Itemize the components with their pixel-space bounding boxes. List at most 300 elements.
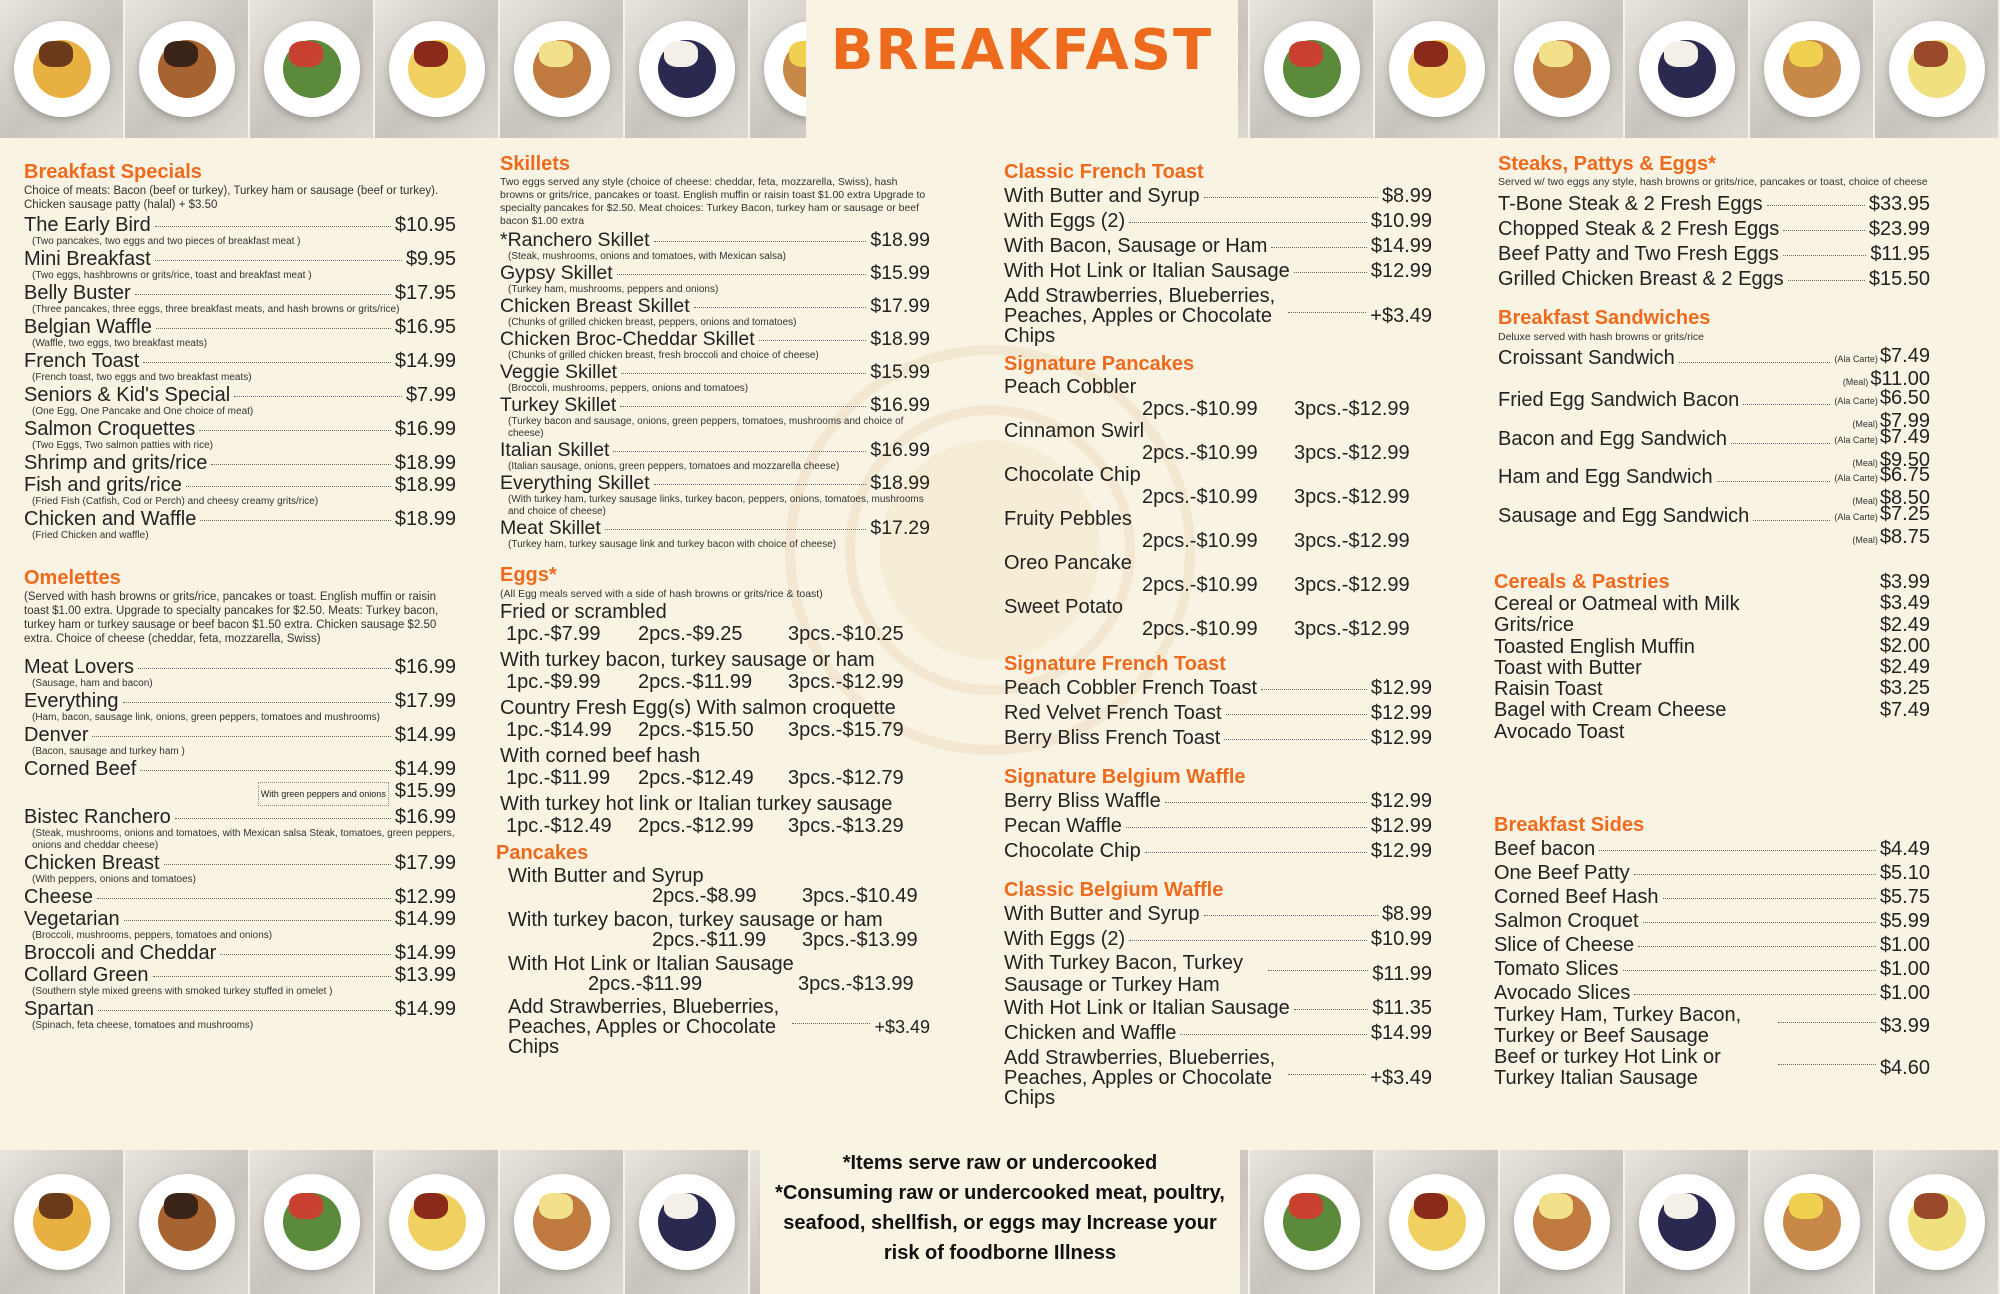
dot-leader — [1288, 1074, 1366, 1075]
ala-carte-price: $7.25 — [1879, 502, 1930, 525]
price-2pcs: 2pcs.-$11.99 — [638, 671, 753, 693]
section-title-omelettes: Omelettes — [24, 567, 121, 589]
pancake-item-name: With turkey bacon, turkey sausage or ham — [508, 909, 883, 931]
item-price: $4.49 — [1879, 838, 1930, 861]
item-name: Mini Breakfast — [24, 248, 151, 270]
item-description: (Three pancakes, three eggs, three breakfast meats, and hash browns or grits/rice) — [32, 304, 400, 315]
ala-carte-label: (Ala Carte) — [1834, 396, 1878, 406]
price-3pcs: 3pcs.-$12.99 — [1294, 574, 1410, 596]
price-1pc: 1pc.-$9.99 — [506, 671, 601, 693]
egg-item-name: With corned beef hash — [500, 745, 701, 767]
cereal-item-name: Toasted English Muffin — [1494, 635, 1695, 658]
item-price: $5.10 — [1879, 862, 1930, 885]
item-name: *Ranchero Skillet — [500, 229, 650, 251]
dot-leader — [155, 260, 402, 261]
menu-item — [24, 384, 456, 406]
item-price: $8.99 — [1381, 903, 1432, 925]
item-name: With Butter and Syrup — [1004, 185, 1200, 207]
sandwich-item — [1498, 345, 1930, 390]
dot-leader — [1634, 874, 1876, 875]
meal-price: $8.50 — [1879, 487, 1930, 509]
item-description: (One Egg, One Pancake and One choice of meat) — [32, 406, 254, 417]
menu-item — [1494, 885, 1930, 909]
menu-item — [24, 418, 456, 440]
dot-leader — [97, 898, 391, 899]
item-name: Vegetarian — [24, 908, 120, 930]
item-name: Shrimp and grits/rice — [24, 452, 208, 474]
dot-leader — [1204, 197, 1378, 198]
dot-leader — [1180, 1034, 1367, 1035]
food-side-shape — [39, 41, 73, 67]
item-description: (Fried Fish (Catfish, Cod or Perch) and cheesy creamy grits/rice) — [32, 496, 319, 507]
item-description: (Turkey ham, turkey sausage link and turkey bacon with choice of cheese) — [508, 539, 837, 550]
item-price: $15.99 — [870, 361, 930, 383]
meal-label: (Meal) — [1852, 534, 1878, 545]
dot-leader — [156, 328, 391, 329]
food-photo — [625, 1150, 750, 1294]
item-description: (Two Eggs, Two salmon patties with rice) — [32, 440, 213, 451]
menu-item — [24, 690, 456, 712]
section-title-breakfast-sandwiches: Breakfast Sandwiches — [1498, 307, 1711, 329]
food-photo — [500, 1150, 625, 1294]
menu-item — [24, 350, 456, 372]
menu-item — [1498, 267, 1930, 292]
section-title-classic-belgium-waffle: Classic Belgium Waffle — [1004, 879, 1224, 901]
dot-leader — [135, 294, 391, 295]
menu-item — [1004, 726, 1432, 751]
item-description: (Chunks of grilled chicken breast, fresh broccoli and choice of cheese) — [508, 350, 819, 361]
dot-leader — [143, 362, 391, 363]
meal-label: (Meal) — [1842, 377, 1869, 387]
item-price: $18.99 — [394, 474, 456, 496]
skillets-list — [500, 230, 930, 551]
signature-pancake-prices — [1142, 574, 1432, 596]
food-side-shape — [1664, 41, 1698, 67]
section-title-signature-french-toast: Signature French Toast — [1004, 653, 1226, 675]
dot-leader — [1599, 850, 1876, 851]
dot-leader — [654, 241, 867, 242]
item-description: (Waffle, two eggs, two breakfast meats) — [32, 338, 208, 349]
price-2pcs: 2pcs.-$10.99 — [1142, 398, 1258, 420]
item-price: $9.95 — [405, 248, 456, 270]
addon-name: Add Strawberries, Blueberries, Peaches, Apples or Chocolate Chips — [1004, 285, 1276, 347]
food-side-shape — [164, 41, 198, 67]
pancakes-list — [508, 865, 930, 1057]
ala-carte-label: (Ala Carte) — [1834, 354, 1878, 364]
dot-leader — [155, 226, 391, 227]
meal-price: $8.75 — [1879, 525, 1930, 548]
item-price: $18.99 — [394, 508, 456, 530]
sandwich-prices — [1834, 346, 1930, 392]
item-name: Meat Skillet — [500, 517, 601, 539]
item-price: $16.99 — [394, 806, 456, 828]
dot-leader — [621, 373, 866, 374]
food-photo — [1875, 0, 2000, 138]
price-2pcs: 2pcs.-$11.99 — [652, 929, 767, 951]
food-side-shape — [664, 1193, 698, 1219]
signature-pancake-name: Oreo Pancake — [1004, 552, 1132, 574]
menu-item — [1494, 861, 1930, 885]
dot-leader — [186, 486, 391, 487]
cereal-item-price: $2.00 — [1879, 634, 1930, 657]
addon-price: +$3.49 — [1370, 1067, 1432, 1089]
column-4 — [1494, 152, 1930, 1090]
menu-item — [1004, 184, 1432, 209]
dot-leader — [199, 430, 391, 431]
sandwich-item — [1498, 502, 1930, 548]
sandwich-name: Bacon and Egg Sandwich — [1498, 427, 1728, 450]
menu-item — [1494, 957, 1930, 981]
addon-item — [1004, 1048, 1432, 1108]
classic-belgium-waffle-list — [1004, 902, 1432, 1108]
item-description: (Turkey ham, mushrooms, peppers and onions) — [508, 284, 719, 295]
item-price: $17.29 — [870, 517, 930, 539]
item-price: $18.99 — [870, 229, 930, 251]
dot-leader — [1204, 915, 1378, 916]
food-photo — [0, 1150, 125, 1294]
cereal-item-name: Bagel with Cream Cheese — [1494, 699, 1727, 722]
food-side-shape — [664, 41, 698, 67]
food-side-shape — [1289, 1193, 1323, 1219]
item-description: (With turkey ham, turkey sausage links, turkey bacon, peppers, onions, tomatoes, mushrooms and choice of cheese) — [508, 494, 924, 517]
section-title-signature-pancakes: Signature Pancakes — [1004, 353, 1195, 375]
food-photo — [0, 0, 125, 138]
item-price: $12.99 — [1370, 260, 1432, 282]
ala-carte-price-row — [1834, 465, 1930, 488]
egg-item-prices — [506, 767, 930, 789]
sandwich-item — [1498, 425, 1930, 471]
menu-item — [500, 230, 930, 251]
food-photo — [1625, 0, 1750, 138]
dot-leader — [211, 464, 390, 465]
item-price-2: $15.99 — [394, 780, 456, 802]
item-name: Cheese — [24, 886, 93, 908]
item-price: $10.99 — [1370, 928, 1432, 950]
menu-item — [1494, 1047, 1930, 1089]
variant-note: With green peppers and onions — [258, 782, 389, 806]
pancake-item-name: With Butter and Syrup — [508, 865, 704, 887]
ala-carte-label: (Ala Carte) — [1834, 511, 1878, 522]
item-price: $1.00 — [1879, 934, 1930, 957]
item-price: $16.99 — [870, 394, 930, 416]
item-price: $11.95 — [1870, 243, 1930, 265]
item-description: (With peppers, onions and tomatoes) — [32, 874, 196, 885]
item-description: (Sausage, ham and bacon) — [32, 678, 153, 689]
item-name: Broccoli and Cheddar — [24, 942, 217, 964]
section-title-cereals: Cereals & Pastries — [1494, 571, 1670, 593]
sandwich-item — [1498, 464, 1930, 509]
food-side-shape — [1539, 41, 1573, 67]
menu-item — [500, 395, 930, 416]
item-price: $33.95 — [1868, 193, 1930, 215]
item-name: Everything Skillet — [500, 472, 650, 494]
egg-item-prices — [506, 719, 930, 741]
signature-pancake-name: Fruity Pebbles — [1004, 508, 1132, 530]
section-note-steaks: Served w/ two eggs any style, hash browns or grits/rice, pancakes or toast, choice of cheese — [1498, 176, 1928, 188]
food-photo — [1625, 1150, 1750, 1294]
menu-item — [500, 329, 930, 350]
price-3pcs: 3pcs.-$13.99 — [802, 929, 918, 951]
menu-title: BREAKFAST — [830, 18, 1214, 83]
egg-item-name: Fried or scrambled — [500, 601, 667, 623]
item-name: Corned Beef — [24, 758, 137, 780]
menu-item — [1004, 839, 1432, 864]
food-side-shape — [1664, 1193, 1698, 1219]
addon-price: +$3.49 — [1370, 305, 1432, 327]
item-description: (Steak, mushrooms, onions and tomatoes, with Mexican salsa Steak, tomatoes, green peppers, onions and cheddar cheese) — [32, 828, 455, 851]
dot-leader — [164, 864, 391, 865]
cereals-names — [1494, 594, 1880, 743]
dot-leader — [200, 520, 391, 521]
item-price: $18.99 — [870, 328, 930, 350]
egg-item-name: Country Fresh Egg(s) With salmon croquette — [500, 697, 896, 719]
dot-leader — [792, 1023, 870, 1024]
price-2pcs: 2pcs.-$11.99 — [588, 973, 703, 995]
food-side-shape — [414, 41, 448, 67]
menu-item — [1498, 192, 1930, 217]
item-price: $10.95 — [394, 214, 456, 236]
item-price: $16.99 — [394, 418, 456, 440]
item-price: $14.99 — [394, 758, 456, 780]
dot-leader — [620, 406, 866, 407]
signature-pancake-prices — [1142, 486, 1432, 508]
sandwich-name: Fried Egg Sandwich Bacon — [1498, 389, 1740, 411]
menu-item — [1004, 789, 1432, 814]
column-2 — [496, 152, 930, 1058]
addon-price: +$3.49 — [874, 1017, 930, 1037]
item-name: Chicken and Waffle — [1004, 1022, 1177, 1044]
meal-label: (Meal) — [1852, 496, 1878, 506]
price-3pcs: 3pcs.-$15.79 — [788, 719, 904, 741]
food-photo — [1375, 0, 1500, 138]
section-note-skillets: Two eggs served any style (choice of cheese: cheddar, feta, mozzarella, Swiss), hash browns or grits/rice, pancakes or toast. English muffin or raisin toast $1.00 extra Upgrade to specialty pancakes for $2.50. Meat choices: Turkey Bacon, turkey ham or sausage or beef bacon $1.00 extra — [500, 176, 926, 227]
section-title-pancakes: Pancakes — [496, 842, 589, 864]
menu-item — [24, 656, 456, 678]
item-price: $5.75 — [1879, 886, 1930, 909]
item-name: Berry Bliss Waffle — [1004, 790, 1161, 812]
dot-leader — [92, 736, 390, 737]
pancake-item-prices — [588, 973, 930, 995]
food-photo — [1375, 1150, 1500, 1294]
item-name: Italian Skillet — [500, 439, 610, 461]
item-name: Salmon Croquet — [1494, 910, 1639, 933]
food-photo — [250, 1150, 375, 1294]
pancake-item-name: With Hot Link or Italian Sausage — [508, 953, 794, 975]
disclaimer — [770, 1146, 1230, 1268]
sandwich-name: Croissant Sandwich — [1498, 347, 1675, 369]
item-name: With Hot Link or Italian Sausage — [1004, 260, 1290, 282]
menu-item — [1004, 234, 1432, 259]
menu-item — [1494, 981, 1930, 1005]
dot-leader — [1663, 898, 1876, 899]
price-1pc: 1pc.-$12.49 — [506, 815, 612, 837]
menu-item — [1004, 209, 1432, 234]
sandwich-prices — [1834, 504, 1930, 550]
omelettes-list — [24, 656, 456, 1032]
food-side-shape — [1414, 41, 1448, 67]
item-description: (Steak, mushrooms, onions and tomatoes, with Mexican salsa) — [508, 251, 786, 262]
price-2pcs: 2pcs.-$12.49 — [638, 767, 754, 789]
dot-leader — [140, 770, 391, 771]
item-price: $5.99 — [1879, 910, 1930, 933]
food-side-shape — [1789, 1193, 1823, 1219]
disclaimer-line-1: *Items serve raw or undercooked — [842, 1152, 1158, 1174]
signature-pancake-prices — [1142, 442, 1432, 464]
dot-leader — [1224, 739, 1366, 740]
food-photo — [1500, 0, 1625, 138]
dot-leader — [153, 976, 391, 977]
meal-price: $7.99 — [1879, 410, 1930, 432]
menu-item — [1004, 952, 1432, 996]
price-2pcs: 2pcs.-$12.99 — [638, 815, 754, 837]
dot-leader — [1679, 346, 1831, 363]
dot-leader — [138, 668, 391, 669]
item-price: $16.99 — [394, 656, 456, 678]
item-name: Bistec Ranchero — [24, 806, 171, 828]
menu-item — [24, 452, 456, 474]
item-price: $18.99 — [394, 452, 456, 474]
price-3pcs: 3pcs.-$12.99 — [788, 671, 904, 693]
menu-item — [24, 282, 456, 304]
item-price: $16.95 — [394, 316, 456, 338]
item-price: $12.99 — [1370, 727, 1432, 749]
item-description: (Ham, bacon, sausage link, onions, green peppers, tomatoes and mushrooms) — [32, 712, 380, 723]
price-3pcs: 3pcs.-$12.99 — [1294, 486, 1410, 508]
item-name: Berry Bliss French Toast — [1004, 727, 1221, 749]
item-name: Turkey Ham, Turkey Bacon, Turkey or Beef Sausage — [1494, 1004, 1742, 1048]
menu-item — [24, 998, 456, 1020]
ala-carte-price-row — [1834, 388, 1930, 411]
food-photo — [1750, 0, 1875, 138]
food-side-shape — [164, 1193, 198, 1219]
dot-leader — [1126, 827, 1367, 828]
menu-item — [24, 508, 456, 530]
dot-leader — [234, 396, 402, 397]
item-name: Pecan Waffle — [1004, 815, 1122, 837]
price-3pcs: 3pcs.-$12.79 — [788, 767, 904, 789]
signature-pancake-prices — [1142, 398, 1432, 420]
item-price: $7.99 — [405, 384, 456, 406]
item-name: Peach Cobbler French Toast — [1004, 677, 1258, 699]
item-name: Beef or turkey Hot Link or Turkey Italian Sausage — [1494, 1046, 1721, 1090]
sandwich-item — [1498, 387, 1930, 432]
menu-item — [1494, 1005, 1930, 1047]
dot-leader — [175, 818, 391, 819]
section-note-breakfast-specials: Choice of meats: Bacon (beef or turkey), Turkey ham or sausage (beef or turkey). Chicken sausage patty (halal) + $3.50 — [24, 185, 439, 211]
menu-item — [1004, 996, 1432, 1021]
menu-item — [24, 724, 456, 746]
item-name: Grilled Chicken Breast & 2 Eggs — [1498, 268, 1784, 290]
food-photo — [1250, 1150, 1375, 1294]
item-price: $14.99 — [394, 998, 456, 1020]
price-1pc: 1pc.-$11.99 — [506, 767, 611, 789]
food-side-shape — [539, 41, 573, 67]
item-name: With Eggs (2) — [1004, 210, 1126, 232]
menu-item — [24, 886, 456, 908]
food-side-shape — [39, 1193, 73, 1219]
ala-carte-price-row — [1834, 346, 1930, 369]
food-photo — [375, 0, 500, 138]
menu-item — [24, 248, 456, 270]
ala-carte-price: $7.49 — [1879, 425, 1930, 448]
menu-item — [24, 964, 456, 986]
section-title-eggs: Eggs* — [500, 564, 557, 586]
signature-pancake-name: Cinnamon Swirl — [1004, 420, 1145, 442]
item-price: $17.95 — [394, 282, 456, 304]
item-description: (Bacon, sausage and turkey ham ) — [32, 746, 185, 757]
cereal-item-price: $3.25 — [1879, 677, 1930, 700]
meal-price-row — [1834, 527, 1930, 550]
section-title-skillets: Skillets — [500, 153, 571, 175]
item-description: (Turkey bacon and sausage, onions, green peppers, tomatoes, mushrooms and choice of cheese) — [508, 416, 904, 439]
item-description: (Two pancakes, two eggs and two pieces of breakfast meat ) — [32, 236, 301, 247]
food-side-shape — [414, 1193, 448, 1219]
addon-item — [508, 997, 930, 1057]
food-side-shape — [1914, 1193, 1948, 1219]
menu-item — [24, 758, 456, 780]
item-name: French Toast — [24, 350, 140, 372]
menu-item — [1498, 242, 1930, 267]
dot-leader — [98, 1010, 391, 1011]
item-name: With Eggs (2) — [1004, 928, 1126, 950]
item-price: $17.99 — [394, 852, 456, 874]
cereal-item-name: Toast with Butter — [1494, 656, 1642, 679]
food-side-shape — [539, 1193, 573, 1219]
item-description: (French toast, two eggs and two breakfast meats) — [32, 372, 252, 383]
dot-leader — [1783, 230, 1865, 231]
signature-french-toast-list — [1004, 676, 1432, 751]
dot-leader — [220, 954, 390, 955]
item-name: Beef bacon — [1494, 838, 1596, 861]
food-photo — [125, 1150, 250, 1294]
menu-item — [1004, 927, 1432, 952]
item-name: Chicken Breast Skillet — [500, 295, 690, 317]
item-price: $14.99 — [1370, 235, 1432, 257]
price-3pcs: 3pcs.-$12.99 — [1294, 398, 1410, 420]
menu-item — [500, 263, 930, 284]
meal-label: (Meal) — [1852, 419, 1878, 429]
food-photo — [500, 0, 625, 138]
ala-carte-price-row — [1834, 504, 1930, 527]
dot-leader — [1294, 1009, 1369, 1010]
item-price: $3.99 — [1879, 1014, 1930, 1037]
dot-leader — [1778, 1064, 1876, 1065]
food-side-shape — [1414, 1193, 1448, 1219]
item-price: $15.99 — [870, 262, 930, 284]
item-name: Belgian Waffle — [24, 316, 152, 338]
section-title-steaks: Steaks, Pattys & Eggs* — [1498, 153, 1716, 175]
price-2pcs: 2pcs.-$15.50 — [638, 719, 754, 741]
dot-leader — [617, 274, 867, 275]
dot-leader — [1753, 504, 1830, 521]
item-name: Avocado Slices — [1494, 982, 1631, 1005]
item-name: Chicken Broc-Cheddar Skillet — [500, 328, 755, 350]
classic-french-toast-list — [1004, 184, 1432, 346]
item-name: T-Bone Steak & 2 Fresh Eggs — [1498, 193, 1763, 215]
cereal-item-price: $3.49 — [1879, 592, 1930, 615]
price-1pc: 1pc.-$14.99 — [506, 719, 612, 741]
item-name: Chicken Breast — [24, 852, 160, 874]
addon-name: Add Strawberries, Blueberries, Peaches, Apples or Chocolate Chips — [508, 996, 780, 1058]
cereal-item-name: Grits/rice — [1494, 614, 1574, 637]
price-2pcs: 2pcs.-$8.99 — [652, 885, 757, 907]
egg-item-prices — [506, 671, 930, 693]
dot-leader — [1226, 714, 1367, 715]
item-price: $16.99 — [870, 439, 930, 461]
item-name: One Beef Patty — [1494, 862, 1630, 885]
price-1pc: 1pc.-$7.99 — [506, 623, 601, 645]
item-price: $8.99 — [1381, 185, 1432, 207]
